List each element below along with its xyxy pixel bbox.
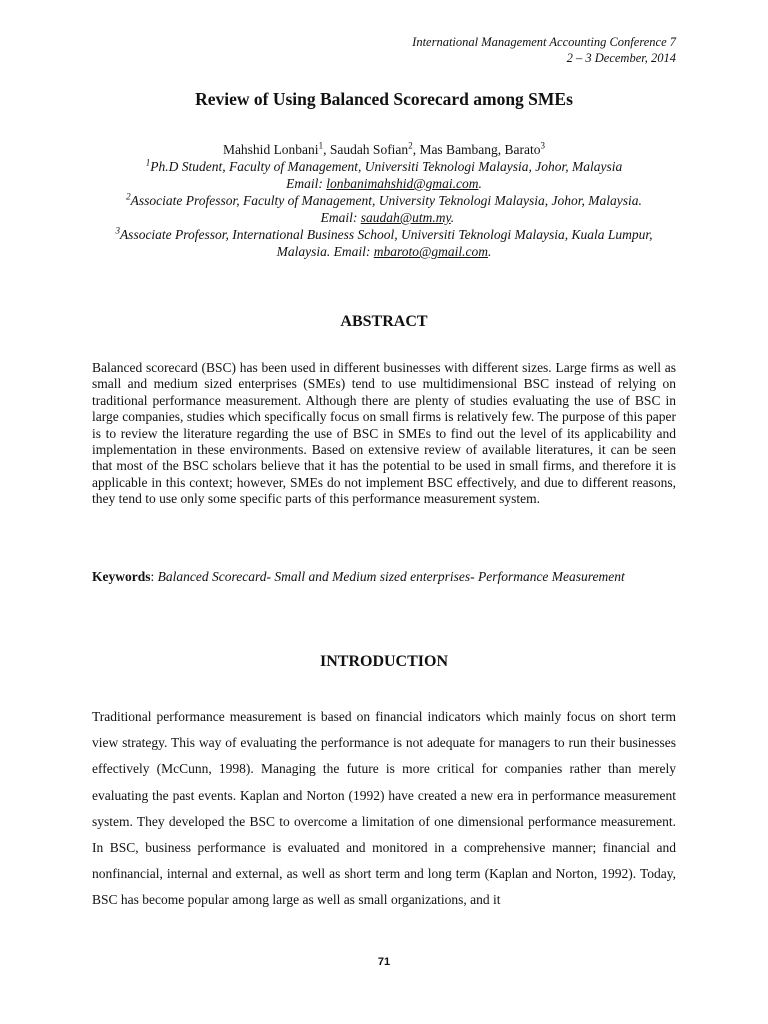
affiliation-text: Ph.D Student, Faculty of Management, Universiti Teknologi Malaysia, Johor, Malaysia xyxy=(150,159,623,174)
author-name: Mas Bambang, Barato xyxy=(419,142,541,157)
affiliation-3 xyxy=(92,226,676,260)
paper-title: Review of Using Balanced Scorecard among SMEs xyxy=(195,89,573,109)
keywords-label: Keywords xyxy=(92,569,151,584)
introduction-heading: INTRODUCTION xyxy=(319,653,448,670)
author-block xyxy=(92,141,676,260)
email-suffix: . xyxy=(450,210,455,225)
email-link[interactable]: saudah@utm.my xyxy=(360,210,451,225)
author-name: Saudah Sofian xyxy=(329,142,409,157)
affiliation-sup: 2 xyxy=(126,191,131,202)
author-names xyxy=(92,141,676,158)
conference-name: International Management Accounting Conference 7 xyxy=(412,35,676,49)
keywords-text: Balanced Scorecard- Small and Medium sized enterprises- Performance Measurement xyxy=(157,569,625,584)
affiliation-text: Associate Professor, International Business School, Universiti Teknologi Malaysia, Kuala Lumpur, Malaysia. xyxy=(119,227,653,259)
email-label: Email: xyxy=(330,244,374,259)
email-label: Email: xyxy=(286,176,327,191)
email-suffix: . xyxy=(478,176,482,191)
conference-dates: 2 – 3 December, 2014 xyxy=(566,51,676,65)
author-sup: 2 xyxy=(408,140,413,151)
affiliation-text: Associate Professor, Faculty of Management, University Teknologi Malaysia, Johor, Malaysia. xyxy=(130,193,642,208)
author-sup: 3 xyxy=(540,140,546,151)
introduction-body: Traditional performance measurement is based on financial indicators which mainly focus on short term view strategy. This way of evaluating the performance is not adequate for managers to run their businesses effectively (McCunn, 1998). Managing the future is more critical for companies rather than merely evaluating the past events. Kaplan and Norton (1992) have created a new era in performance measurement system. They developed the BSC to overcome a limitation of one dimensional performance measurement. In BSC, business performance is evaluated and monitored in a comprehensive manner; financial and nonfinancial, internal and external, as well as short term and long term (Kaplan and Norton, 1992). Today, BSC has become popular among large as well as small organizations, and it xyxy=(92,709,676,908)
author-sep: , xyxy=(323,142,330,157)
running-header xyxy=(412,34,676,66)
keywords xyxy=(92,569,676,585)
email-label: Email: xyxy=(313,210,361,225)
affiliation-2 xyxy=(92,192,676,226)
page-number: 71 xyxy=(377,956,391,968)
affiliation-sup: 1 xyxy=(145,157,151,168)
affiliation-sup: 3 xyxy=(115,225,120,236)
email-link[interactable]: lonbanimahshid@gmai.com xyxy=(326,176,479,191)
author-sep: , xyxy=(412,142,420,157)
affiliation-1 xyxy=(92,158,676,192)
abstract-body: Balanced scorecard (BSC) has been used in different businesses with different sizes. Large firms as well as small and medium sized enterprises (SMEs) tend to use multidimensional BSC instead of relying on traditional performance measurement. Although there are plenty of studies evaluating the use of BSC in large companies, studies which specifically focus on small firms is relatively few. The purpose of this paper is to review the literature regarding the use of BSC in SMEs to find out the level of its applicability and implementation in these environments. Based on extensive review of available literatures, it can be seen that most of the BSC scholars believe that it has the potential to be used in small firms, and therefore it is applicable in this context; however, SMEs do not implement BSC effectively, and due to different reasons, they tend to use only some specific parts of this performance measurement system. xyxy=(92,360,676,507)
email-suffix: . xyxy=(488,244,492,259)
email-link[interactable]: mbaroto@gmail.com xyxy=(373,244,489,259)
keywords-separator: : xyxy=(150,569,158,584)
abstract-heading: ABSTRACT xyxy=(340,313,428,330)
author-name: Mahshid Lonbani xyxy=(222,142,319,157)
author-sup: 1 xyxy=(318,140,324,151)
